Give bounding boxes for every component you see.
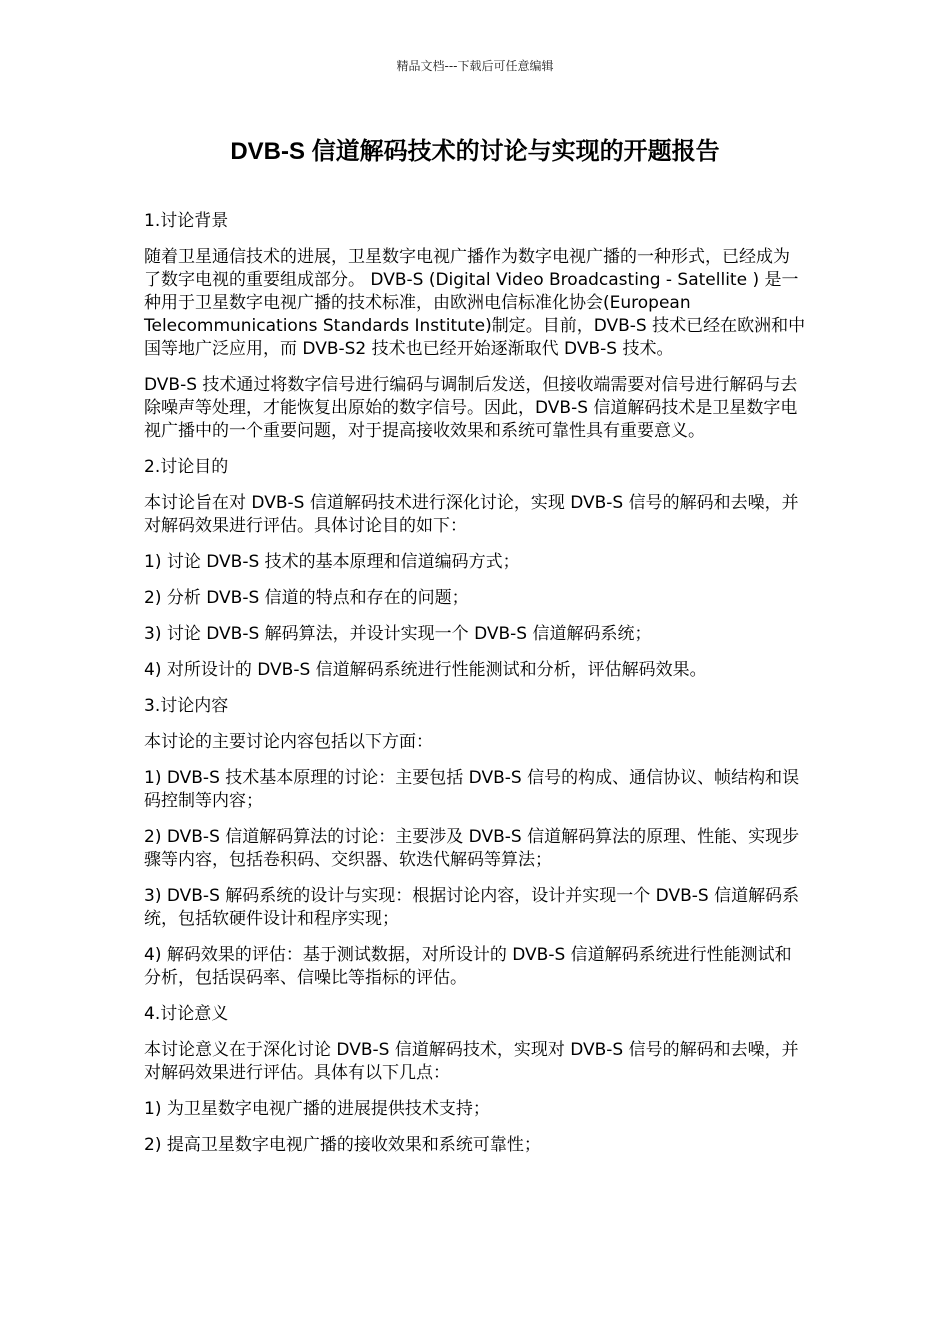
list-item: 3) DVB-S 解码系统的设计与实现：根据讨论内容，设计并实现一个 DVB-S 信道解码系统，包括软硬件设计和程序实现； <box>144 886 800 929</box>
list-item: 4) 解码效果的评估：基于测试数据，对所设计的 DVB-S 信道解码系统进行性能测试和分析，包括误码率、信噪比等指标的评估。 <box>144 945 792 988</box>
list-item: 2) 提高卫星数字电视广播的接收效果和系统可靠性； <box>144 1135 541 1155</box>
list-item: 3) 讨论 DVB-S 解码算法，并设计实现一个 DVB-S 信道解码系统； <box>144 624 652 644</box>
section-heading: 1.讨论背景 <box>144 211 229 231</box>
list-item: 4) 对所设计的 DVB-S 信道解码系统进行性能测试和分析，评估解码效果。 <box>144 660 707 680</box>
paragraph: 本讨论的主要讨论内容包括以下方面： <box>144 732 433 752</box>
paragraph: 本讨论意义在于深化讨论 DVB-S 信道解码技术，实现对 DVB-S 信号的解码和去噪，并对解码效果进行评估。具体有以下几点： <box>144 1040 799 1083</box>
list-item: 2) 分析 DVB-S 信道的特点和存在的问题； <box>144 588 469 608</box>
header-note: 精品文档---下载后可任意编辑 <box>396 59 554 73</box>
section-heading: 4.讨论意义 <box>144 1004 229 1024</box>
document-title: DVB-S 信道解码技术的讨论与实现的开题报告 <box>230 138 720 165</box>
list-item: 1) 讨论 DVB-S 技术的基本原理和信道编码方式； <box>144 552 520 572</box>
section-heading: 3.讨论内容 <box>144 696 229 716</box>
section-heading: 2.讨论目的 <box>144 457 229 477</box>
list-item: 1) DVB-S 技术基本原理的讨论：主要包括 DVB-S 信号的构成、通信协议、帧结构和误码控制等内容； <box>144 768 800 811</box>
list-item: 1) 为卫星数字电视广播的进展提供技术支持； <box>144 1099 490 1119</box>
document-body <box>144 210 806 1170</box>
list-item: 2) DVB-S 信道解码算法的讨论：主要涉及 DVB-S 信道解码算法的原理、性能、实现步骤等内容，包括卷积码、交织器、软迭代解码等算法； <box>144 827 800 870</box>
paragraph: 本讨论旨在对 DVB-S 信道解码技术进行深化讨论，实现 DVB-S 信号的解码和去噪，并对解码效果进行评估。具体讨论目的如下： <box>144 493 799 536</box>
paragraph: 随着卫星通信技术的进展，卫星数字电视广播作为数字电视广播的一种形式，已经成为了数字电视的重要组成部分。 DVB-S (Digital Video Broadcasting - Satellite ) 是一种用于卫星数字电视广播的技术标准，由欧洲电信标准化协会(European Telecommunications Standards Institute)制定。目前，DVB-S 技术已经在欧洲和中国等地广泛应用，而 DVB-S2 技术也已经开始逐渐取代 DVB-S 技术。 <box>144 247 806 359</box>
paragraph: DVB-S 技术通过将数字信号进行编码与调制后发送，但接收端需要对信号进行解码与去除噪声等处理，才能恢复出原始的数字信号。因此，DVB-S 信道解码技术是卫星数字电视广播中的一个重要问题，对于提高接收效果和系统可靠性具有重要意义。 <box>144 375 798 441</box>
